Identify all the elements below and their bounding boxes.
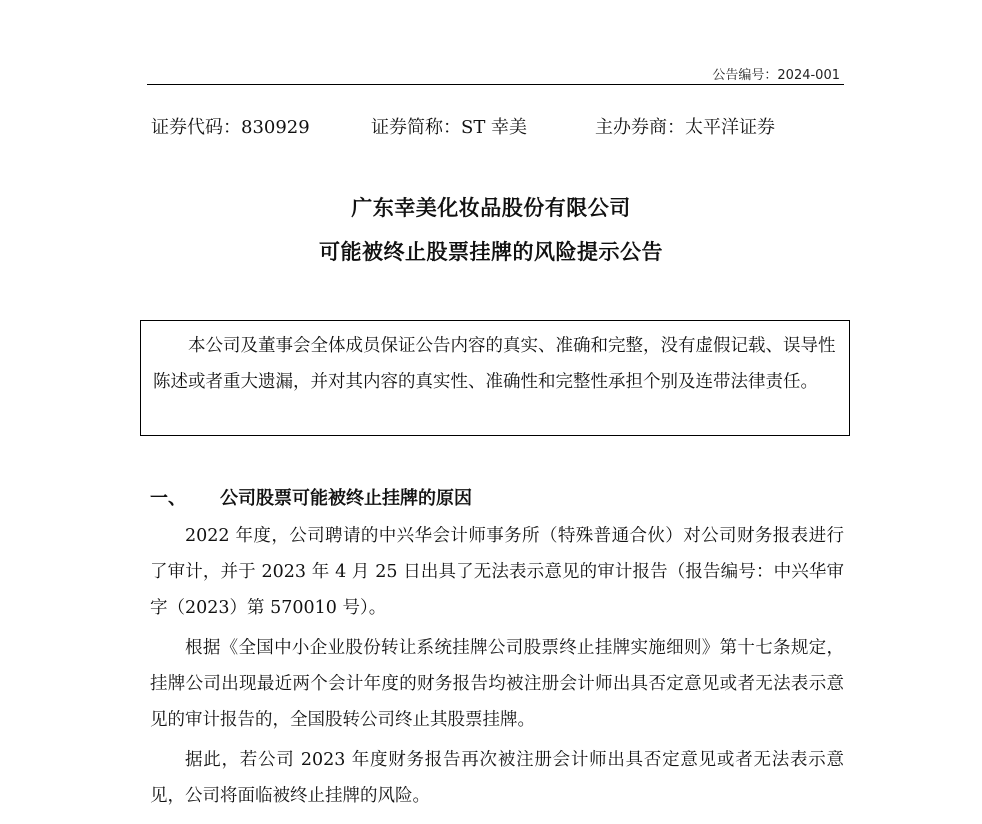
sponsor-broker: 主办券商：太平洋证券	[595, 117, 775, 138]
header-divider	[147, 84, 844, 85]
announcement-number: 公告编号：2024-001	[712, 68, 840, 83]
announcement-title: 可能被终止股票挂牌的风险提示公告	[319, 240, 663, 264]
board-statement-text: 本公司及董事会全体成员保证公告内容的真实、准确和完整，没有虚假记载、误导性陈述或者重大遗漏，并对其内容的真实性、准确性和完整性承担个别及连带法律责任。	[153, 336, 836, 392]
stock-abbreviation: 证券简称：ST 幸美	[371, 117, 528, 138]
company-name-title: 广东幸美化妆品股份有限公司	[351, 196, 631, 220]
paragraph-rule: 根据《全国中小企业股份转让系统挂牌公司股票终止挂牌实施细则》第十七条规定，挂牌公司出现最近两个会计年度的财务报告均被注册会计师出具否定意见或者无法表示意见的审计报告的，全国股转公司终止其股票挂牌。	[150, 638, 844, 730]
section-number: 一、	[150, 488, 186, 509]
section-title: 公司股票可能被终止挂牌的原因	[220, 488, 472, 509]
section-body	[150, 518, 844, 818]
board-statement-box	[140, 320, 850, 436]
stock-code: 证券代码：830929	[151, 117, 310, 138]
paragraph-risk: 据此，若公司 2023 年度财务报告再次被注册会计师出具否定意见或者无法表示意见，公司将面临被终止挂牌的风险。	[150, 750, 844, 806]
paragraph-audit: 2022 年度，公司聘请的中兴华会计师事务所（特殊普通合伙）对公司财务报表进行了审计，并于 2023 年 4 月 25 日出具了无法表示意见的审计报告（报告编号：中兴华审字（2023）第 570010 号）。	[150, 526, 844, 618]
